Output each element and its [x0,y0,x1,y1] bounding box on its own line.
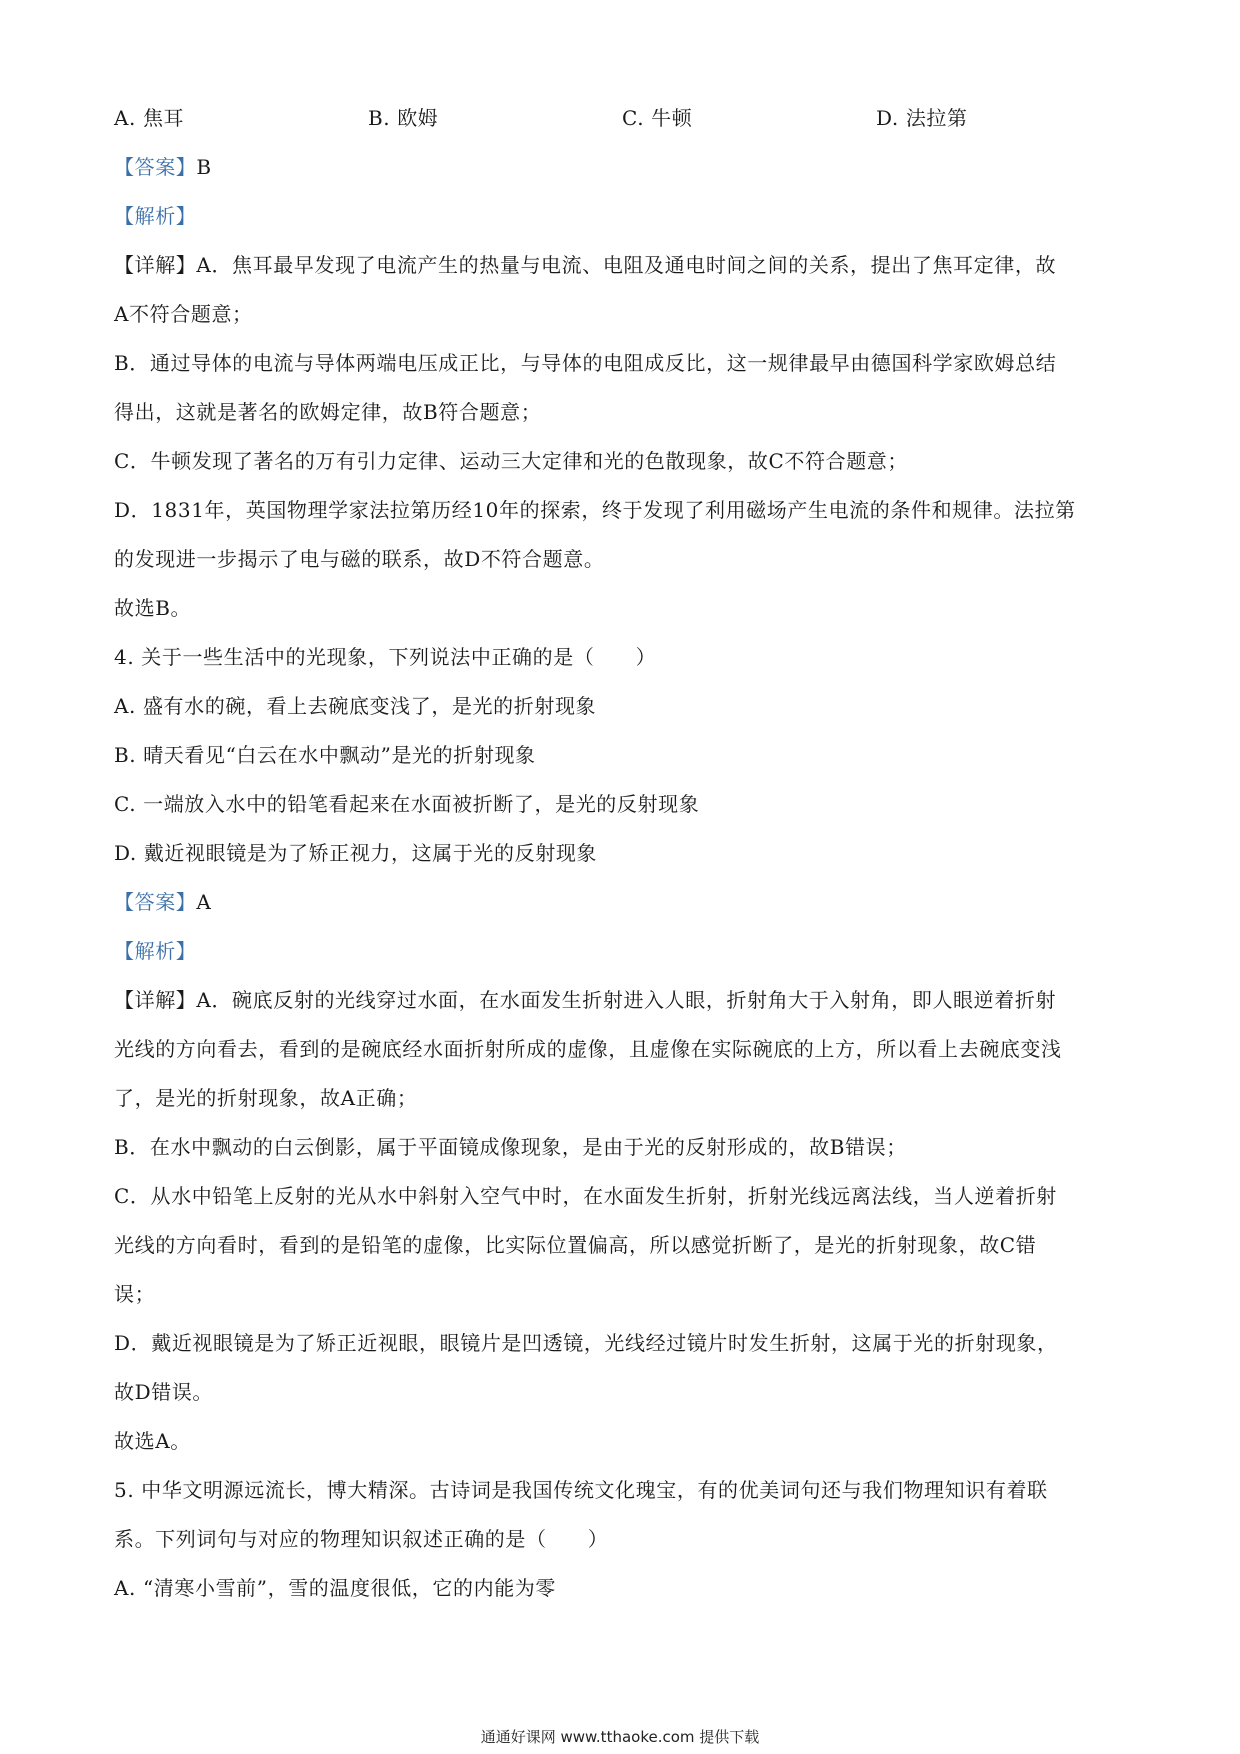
q3-answer [114,153,212,181]
q3-detail-line: 得出，这就是著名的欧姆定律，故B符合题意； [114,400,542,424]
q3-options-row [0,104,1240,132]
q4-option-a: A. 盛有水的碗，看上去碗底变浅了，是光的折射现象 [114,694,597,718]
q4-detail-line: 光线的方向看时，看到的是铅笔的虚像，比实际位置偏高，所以感觉折断了，是光的折射现象，故C错 [114,1233,1037,1257]
q3-option-c: C. 牛顿 [622,106,693,130]
q4-detail-line: B．在水中飘动的白云倒影，属于平面镜成像现象，是由于光的反射形成的，故B错误； [114,1135,907,1159]
q4-answer [114,888,211,916]
q3-detail-line: A不符合题意； [114,302,253,326]
answer-tag: 【答案】 [114,890,197,914]
q4-conclusion: 故选A。 [114,1429,191,1453]
answer-value: B [196,155,212,179]
answer-value: A [196,890,212,914]
q4-analysis-tag: 【解析】 [114,939,197,963]
q3-detail-line: 的发现进一步揭示了电与磁的联系，故D不符合题意。 [114,547,605,571]
q4-option-d: D. 戴近视眼镜是为了矫正视力，这属于光的反射现象 [114,841,598,865]
q4-detail-line: 【详解】A．碗底反射的光线穿过水面，在水面发生折射进入人眼，折射角大于入射角，即人眼逆着折射 [114,988,1057,1012]
q3-option-b: B. 欧姆 [368,106,439,130]
q3-option-d: D. 法拉第 [876,106,968,130]
q4-option-c: C. 一端放入水中的铅笔看起来在水面被折断了，是光的反射现象 [114,792,700,816]
q4-question: 4. 关于一些生活中的光现象，下列说法中正确的是（ ） [114,645,657,669]
q4-option-b: B. 晴天看见“白云在水中飘动”是光的折射现象 [114,743,536,767]
q5-question-line: 5. 中华文明源远流长，博大精深。古诗词是我国传统文化瑰宝，有的优美词句还与我们物理知识有着联 [114,1478,1048,1502]
q4-detail-line: 光线的方向看去，看到的是碗底经水面折射所成的虚像，且虚像在实际碗底的上方，所以看上去碗底变浅 [114,1037,1062,1061]
q4-detail-line: 了，是光的折射现象，故A正确； [114,1086,418,1110]
q3-option-a: A. 焦耳 [114,106,185,130]
q4-detail-line: C．从水中铅笔上反射的光从水中斜射入空气中时，在水面发生折射，折射光线远离法线，当人逆着折射 [114,1184,1057,1208]
page-footer: 通通好课网 www.tthaoke.com 提供下载 [480,1728,760,1746]
q3-conclusion: 故选B。 [114,596,192,620]
q3-detail-line: D．1831年，英国物理学家法拉第历经10年的探索，终于发现了利用磁场产生电流的条件和规律。法拉第 [114,498,1076,522]
q4-detail-line: D．戴近视眼镜是为了矫正近视眼，眼镜片是凹透镜，光线经过镜片时发生折射，这属于光的折射现象， [114,1331,1058,1355]
q3-analysis-tag: 【解析】 [114,204,197,228]
q3-detail-line: B．通过导体的电流与导体两端电压成正比，与导体的电阻成反比，这一规律最早由德国科学家欧姆总结 [114,351,1057,375]
q5-question-line: 系。下列词句与对应的物理知识叙述正确的是（ ） [114,1527,609,1551]
q3-detail-line: C．牛顿发现了著名的万有引力定律、运动三大定律和光的色散现象，故C不符合题意； [114,449,909,473]
q4-detail-line: 误； [114,1282,156,1306]
q3-detail-line: 【详解】A．焦耳最早发现了电流产生的热量与电流、电阻及通电时间之间的关系，提出了焦耳定律，故 [114,253,1057,277]
q5-option-a: A. “清寒小雪前”，雪的温度很低，它的内能为零 [114,1576,557,1600]
q4-detail-line: 故D错误。 [114,1380,214,1404]
answer-tag: 【答案】 [114,155,197,179]
